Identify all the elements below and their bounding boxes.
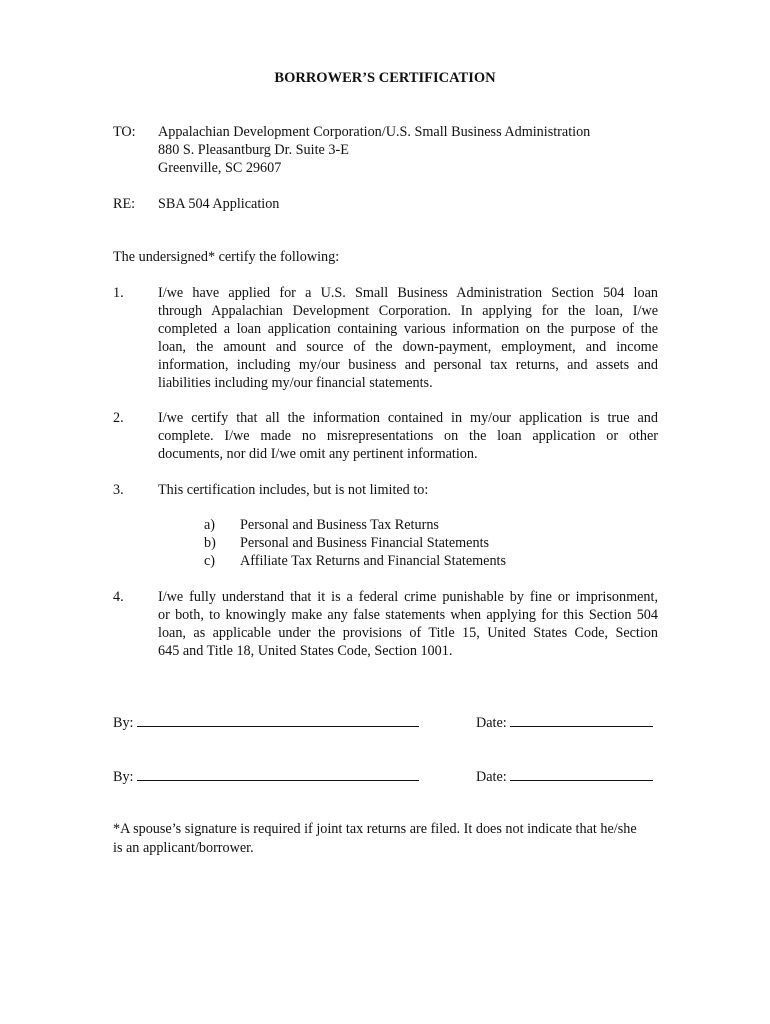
footnote-line: is an applicant/borrower.	[113, 840, 254, 856]
signature-row-2	[113, 766, 419, 786]
re-label: RE:	[113, 196, 136, 212]
document-title: BORROWER’S CERTIFICATION	[274, 70, 496, 86]
paragraph-line: through Appalachian Development Corporation. In applying for the loan, I/we	[158, 303, 658, 319]
to-line-1: Appalachian Development Corporation/U.S. Small Business Administration	[158, 124, 591, 140]
by-label: By:	[113, 715, 134, 731]
paragraph-line: complete. I/we made no misrepresentations on the loan application or other	[158, 428, 658, 444]
paragraph-line: loan, the amount and source of the down-payment, employment, and income	[158, 339, 658, 355]
footnote	[113, 820, 661, 858]
re-text: SBA 504 Application	[158, 196, 280, 212]
item-1-paragraph	[158, 284, 658, 392]
footnote-line: *A spouse’s signature is required if joint tax returns are filed. It does not indicate that he/she	[113, 821, 637, 837]
item-number: 2.	[113, 410, 124, 426]
paragraph-line: loan, as applicable under the provisions of Title 15, United States Code, Section	[158, 625, 658, 641]
signature-row-1	[113, 712, 419, 732]
item-3-text: This certification includes, but is not limited to:	[158, 482, 429, 498]
intro-text: The undersigned* certify the following:	[113, 249, 340, 265]
date-line[interactable]	[510, 712, 653, 727]
subitem-text: Personal and Business Financial Statements	[240, 535, 490, 551]
paragraph-line: documents, nor did I/we omit any pertinent information.	[158, 446, 478, 462]
item-2-paragraph	[158, 409, 658, 463]
date-label: Date:	[476, 715, 507, 731]
item-number: 4.	[113, 589, 124, 605]
subitem-letter: c)	[204, 553, 216, 569]
item-4-paragraph	[158, 588, 658, 660]
to-label: TO:	[113, 124, 136, 140]
paragraph-line: information, including my/our business and personal tax returns, and assets and	[158, 357, 658, 373]
subitem-letter: b)	[204, 535, 216, 551]
date-label: Date:	[476, 769, 507, 785]
item-number: 3.	[113, 482, 124, 498]
subitem-text: Affiliate Tax Returns and Financial Statements	[240, 553, 507, 569]
by-label: By:	[113, 769, 134, 785]
paragraph-line: or both, to knowingly make any false statements when applying for this Section 504	[158, 607, 658, 623]
paragraph-line: I/we fully understand that it is a federal crime punishable by fine or imprisonment,	[158, 589, 658, 605]
date-row-1	[476, 712, 653, 732]
subitem-letter: a)	[204, 517, 216, 533]
paragraph-line: liabilities including my/our financial statements.	[158, 375, 433, 391]
paragraph-line: completed a loan application containing various information on the purpose of the	[158, 321, 658, 337]
to-line-3: Greenville, SC 29607	[158, 160, 282, 176]
to-line-2: 880 S. Pleasantburg Dr. Suite 3-E	[158, 142, 349, 158]
subitem-text: Personal and Business Tax Returns	[240, 517, 439, 533]
date-row-2	[476, 766, 653, 786]
date-line[interactable]	[510, 766, 653, 781]
paragraph-line: 645 and Title 18, United States Code, Section 1001.	[158, 643, 453, 659]
signature-line[interactable]	[137, 712, 419, 727]
item-number: 1.	[113, 285, 124, 301]
paragraph-line: I/we certify that all the information contained in my/our application is true and	[158, 410, 658, 426]
signature-line[interactable]	[137, 766, 419, 781]
paragraph-line: I/we have applied for a U.S. Small Business Administration Section 504 loan	[158, 285, 658, 301]
